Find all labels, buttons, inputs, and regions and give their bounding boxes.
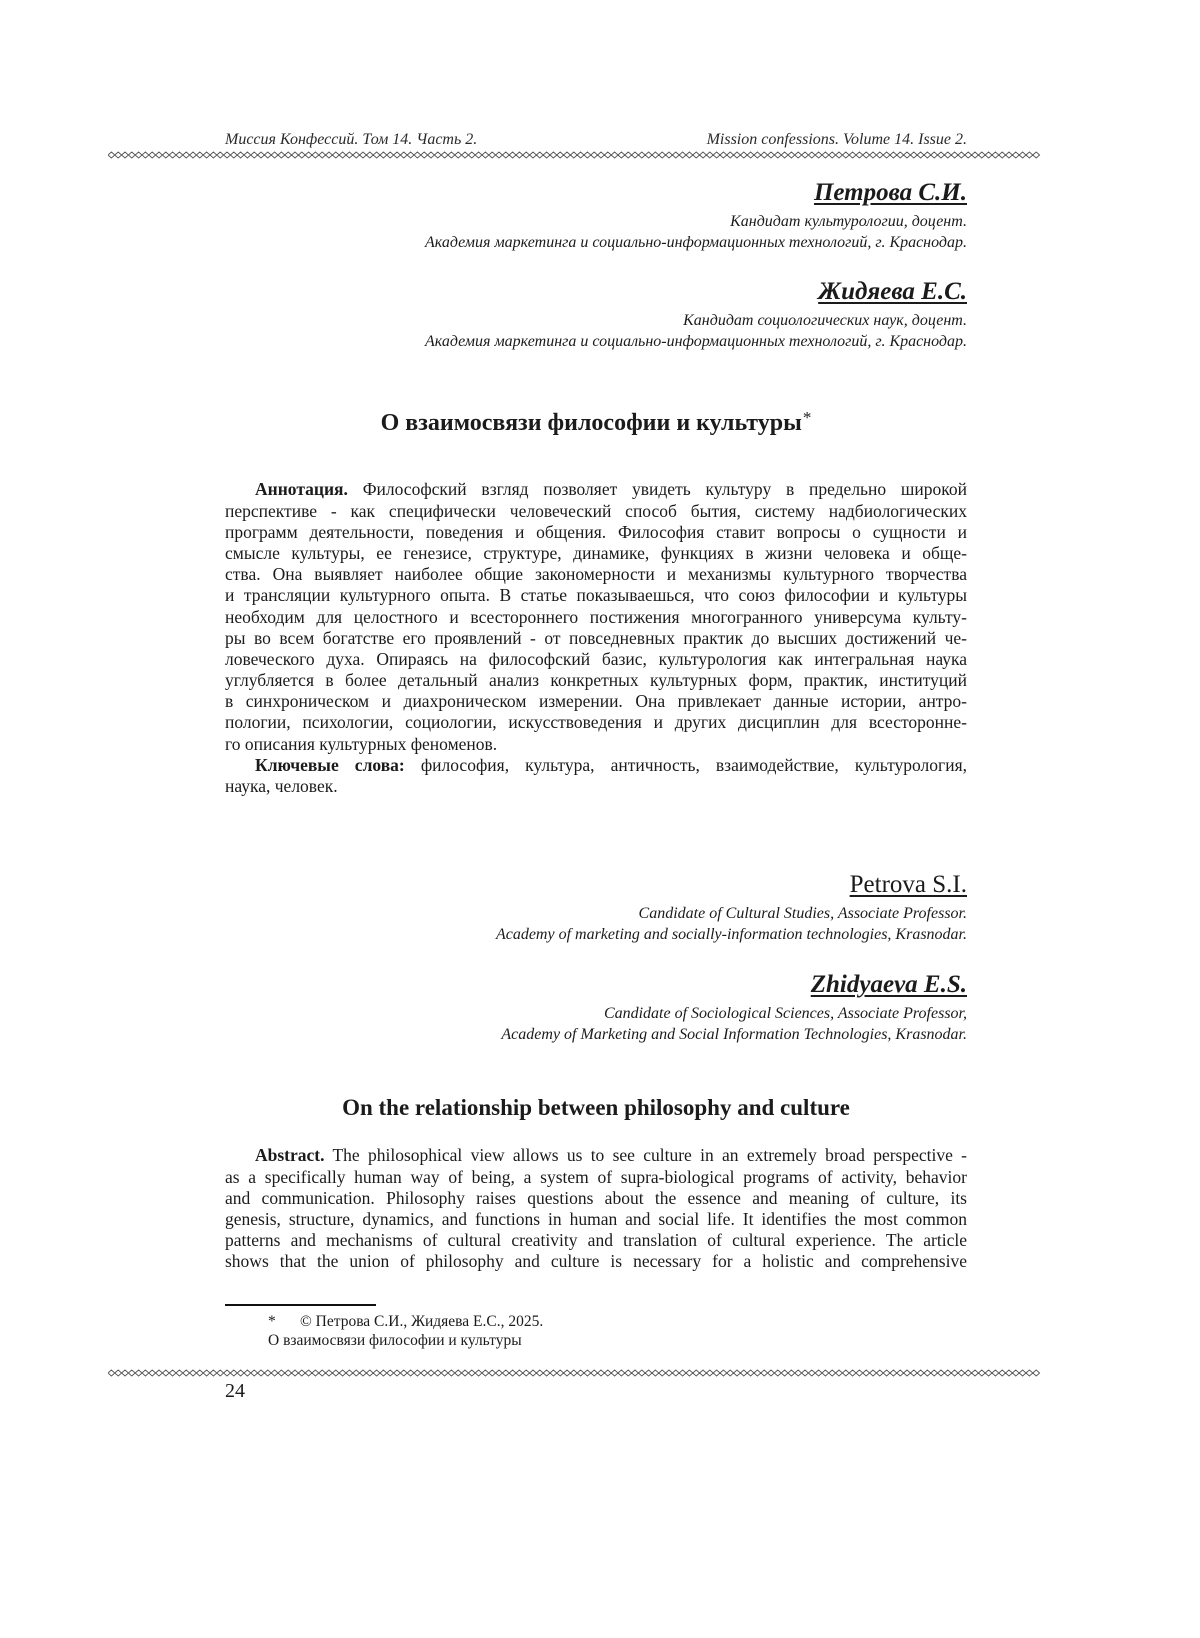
author-affiliation: Академия маркетинга и социально-информационных технологий, г. Краснодар. (424, 332, 967, 350)
author-affiliation: Academy of marketing and socially-information technologies, Krasnodar. (495, 925, 967, 943)
author-name: Петрова С.И. (813, 179, 967, 206)
author-meta (501, 1004, 967, 1045)
abstract-line: смысле культуры, ее генезисе, структуре, динамике, функциях в жизни человека и обще- (225, 542, 967, 563)
abstract-line: го описания культурных феноменов. (225, 733, 498, 754)
abstract-line: patterns and mechanisms of cultural creativity and translation of cultural experience. The article (225, 1230, 967, 1251)
keywords-line (225, 755, 967, 776)
author-meta (425, 311, 967, 352)
abstract-text: The philosophical view allows us to see culture in an extremely broad perspective - (332, 1145, 967, 1166)
author-meta (496, 904, 967, 945)
abstract-text: Философский взгляд позволяет увидеть культуру в предельно широкой (362, 479, 967, 500)
footnote-mark: * (268, 1312, 276, 1330)
ru-title-text: О взаимосвязи философии и культуры (380, 410, 802, 436)
keywords-label: Ключевые слова: (255, 754, 405, 775)
ru-author-2 (425, 278, 967, 352)
abstract-line: в синхроническом и диахроническом измерении. Она привлекает данные истории, антро- (225, 691, 967, 712)
author-degree: Candidate of Sociological Sciences, Associate Professor, (603, 1005, 967, 1022)
footnote-copyright: © Петрова С.И., Жидяева Е.С., 2025. (300, 1312, 544, 1330)
author-affiliation: Академия маркетинга и социально-информационных технологий, г. Краснодар. (424, 233, 967, 251)
author-degree: Candidate of Cultural Studies, Associate Professor. (638, 905, 967, 922)
running-head-left: Миссия Конфессий. Том 14. Часть 2. (225, 131, 478, 148)
abstract-line: и трансляции культурного опыта. В статье показываешься, что союз философии и культуры (225, 585, 967, 606)
author-name: Жидяева Е.С. (818, 278, 967, 305)
en-article-title: On the relationship between philosophy and culture (342, 1095, 850, 1120)
abstract-line: shows that the union of philosophy and culture is necessary for a holistic and comprehensive (225, 1251, 967, 1272)
abstract-line: пологии, психологии, социологии, искусствоведения и других дисциплин для всесторонне- (225, 712, 967, 733)
abstract-line: ства. Она выявляет наиболее общие закономерности и механизмы культурного творчества (225, 564, 967, 585)
ru-author-1 (425, 179, 967, 253)
running-head (225, 131, 967, 149)
author-meta (425, 212, 967, 253)
en-author-1 (496, 871, 967, 945)
ru-article-title (225, 404, 967, 437)
abstract-line: genesis, structure, dynamics, and functions in human and social life. It identifies the most common (225, 1208, 967, 1229)
en-author-2 (501, 971, 967, 1045)
ornament-chain (108, 152, 1040, 158)
abstract-line: ры во всем богатстве его проявлений - от повседневных практик до высших достижений че- (225, 627, 967, 648)
author-name: Petrova S.I. (849, 871, 967, 898)
title-footnote-mark: * (802, 408, 812, 427)
author-degree: Кандидат культурологии, доцент. (730, 213, 967, 230)
abstract-line: ловеческого духа. Опираясь на философский базис, культурология как интегральная наука (225, 648, 967, 669)
en-abstract (225, 1145, 967, 1272)
author-affiliation: Academy of Marketing and Social Information Technologies, Krasnodar. (501, 1025, 967, 1043)
abstract-line: углубляется в более детальный анализ конкретных культурных форм, практик, институций (225, 670, 967, 691)
running-head-right: Mission confessions. Volume 14. Issue 2. (706, 131, 967, 148)
footnote-article-title: О взаимосвязи философии и культуры (268, 1331, 522, 1349)
footnote (268, 1312, 543, 1350)
footnote-line (268, 1312, 543, 1331)
bottom-ornament-border (108, 1369, 1042, 1377)
abstract-line: необходим для целостного и всестороннего постижения многогранного универсума культу- (225, 606, 967, 627)
abstract-line: as a specifically human way of being, a system of supra-biological programs of activity, behavior (225, 1166, 967, 1187)
ornament-chain (108, 1370, 1040, 1376)
abstract-line (225, 479, 967, 500)
abstract-label: Abstract. (255, 1145, 325, 1166)
abstract-line: and communication. Philosophy raises questions about the essence and meaning of culture, its (225, 1187, 967, 1208)
keywords-text: философия, культура, античность, взаимодействие, культурология, (420, 754, 967, 775)
top-ornament-border (108, 151, 1042, 159)
abstract-label: Аннотация. (255, 479, 348, 500)
ru-abstract (225, 479, 967, 797)
page-number: 24 (225, 1380, 245, 1402)
abstract-line: перспективе - как специфически человеческий способ бытия, систему надбиологических (225, 500, 967, 521)
abstract-line: программ деятельности, поведения и общения. Философия ставит вопросы о сущности и (225, 521, 967, 542)
abstract-line (225, 1145, 967, 1166)
author-degree: Кандидат социологических наук, доцент. (683, 312, 967, 329)
footnote-rule (225, 1304, 376, 1306)
author-name: Zhidyaeva E.S. (810, 971, 967, 998)
keywords-line: наука, человек. (225, 776, 338, 797)
